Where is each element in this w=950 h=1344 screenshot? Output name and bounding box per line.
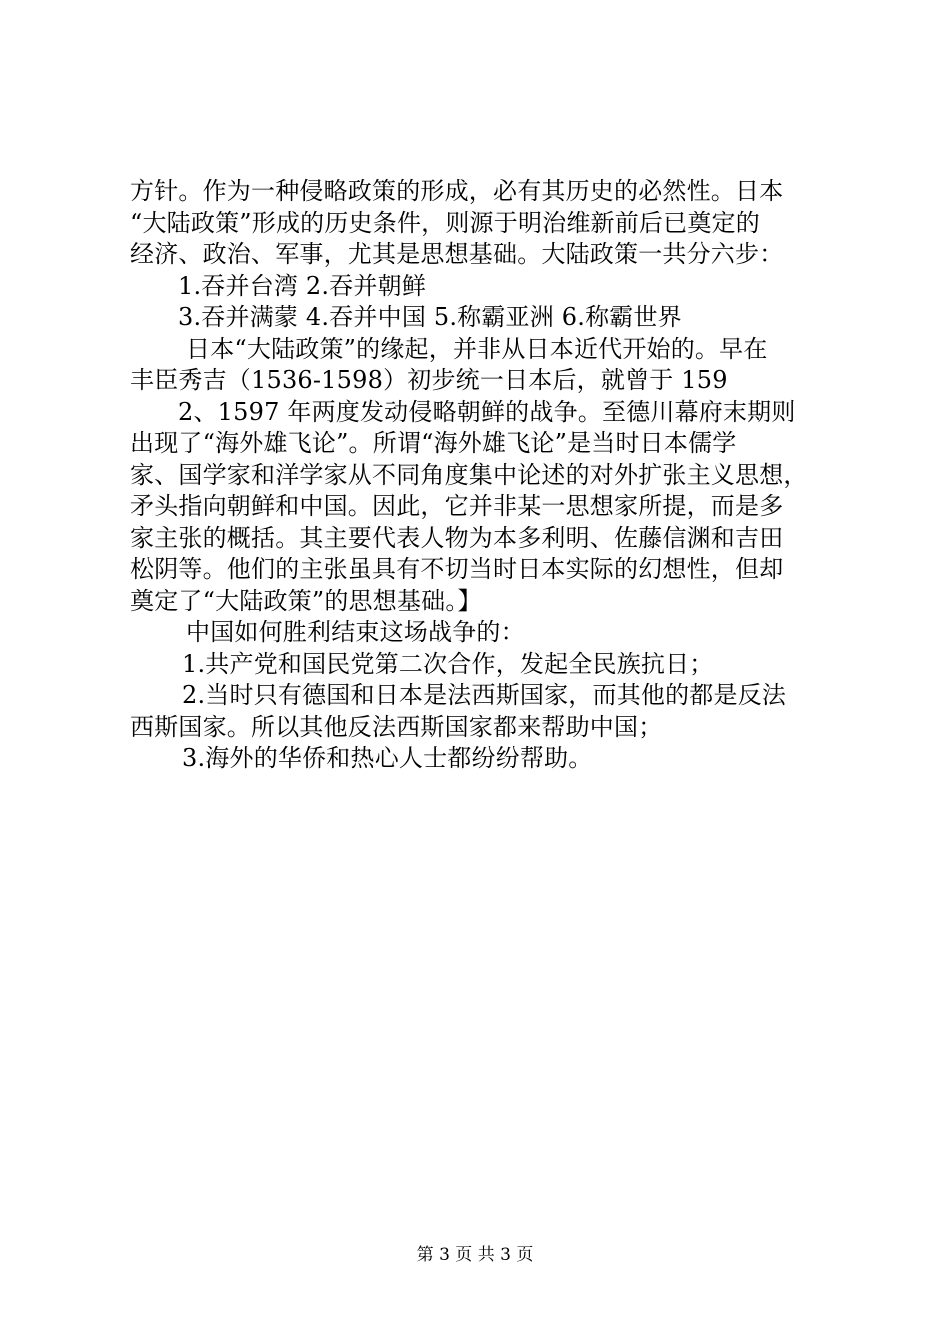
- paragraph-start: 日本“大陆政策”的缘起，并非从日本近代开始的。早在: [186, 334, 768, 363]
- text-line: 奠定了“大陆政策”的思想基础。】: [130, 586, 482, 615]
- text-line: 经济、政治、军事，尤其是思想基础。大陆政策一共分六步：: [130, 240, 784, 268]
- text-line: 家、国学家和洋学家从不同角度集中论述的对外扩张主义思想，: [130, 460, 808, 489]
- text-line: 2、1597 年两度发动侵略朝鲜的战争。至德川幕府末期则: [178, 397, 796, 426]
- text-line: “大陆政策”形成的历史条件，则源于明治维新前后已奠定的: [130, 208, 760, 237]
- list-item: 3.吞并满蒙 4.吞并中国 5.称霸亚洲 6.称霸世界: [178, 303, 682, 331]
- text-line: 出现了“海外雄飞论”。所谓“海外雄飞论”是当时日本儒学: [130, 429, 737, 457]
- text-line: 松阴等。他们的主张虽具有不切当时日本实际的幻想性，但却: [130, 555, 784, 583]
- list-item: 2.当时只有德国和日本是法西斯国家，而其他的都是反法: [182, 681, 787, 709]
- page-footer: [0, 1244, 950, 1266]
- text-line: 矛头指向朝鲜和中国。因此，它并非某一思想家所提，而是多: [130, 492, 784, 520]
- list-item: 3.海外的华侨和热心人士都纷纷帮助。: [182, 744, 593, 772]
- list-item: 1.共产党和国民党第二次合作，发起全民族抗日；: [182, 649, 714, 678]
- section-heading: 中国如何胜利结束这场战争的：: [186, 618, 525, 646]
- text-line: 家主张的概括。其主要代表人物为本多利明、佐藤信渊和吉田: [130, 523, 784, 552]
- text-line: 丰臣秀吉（1536-1598）初步统一日本后，就曾于 159: [130, 366, 728, 394]
- text-line: 西斯国家。所以其他反法西斯国家都来帮助中国；: [130, 712, 663, 741]
- text-line: 方针。作为一种侵略政策的形成，必有其历史的必然性。日本: [130, 177, 784, 205]
- page-number: 第 3 页 共 3 页: [416, 1245, 534, 1265]
- document-body: [130, 176, 830, 775]
- list-item: 1.吞并台湾 2.吞并朝鲜: [178, 271, 427, 300]
